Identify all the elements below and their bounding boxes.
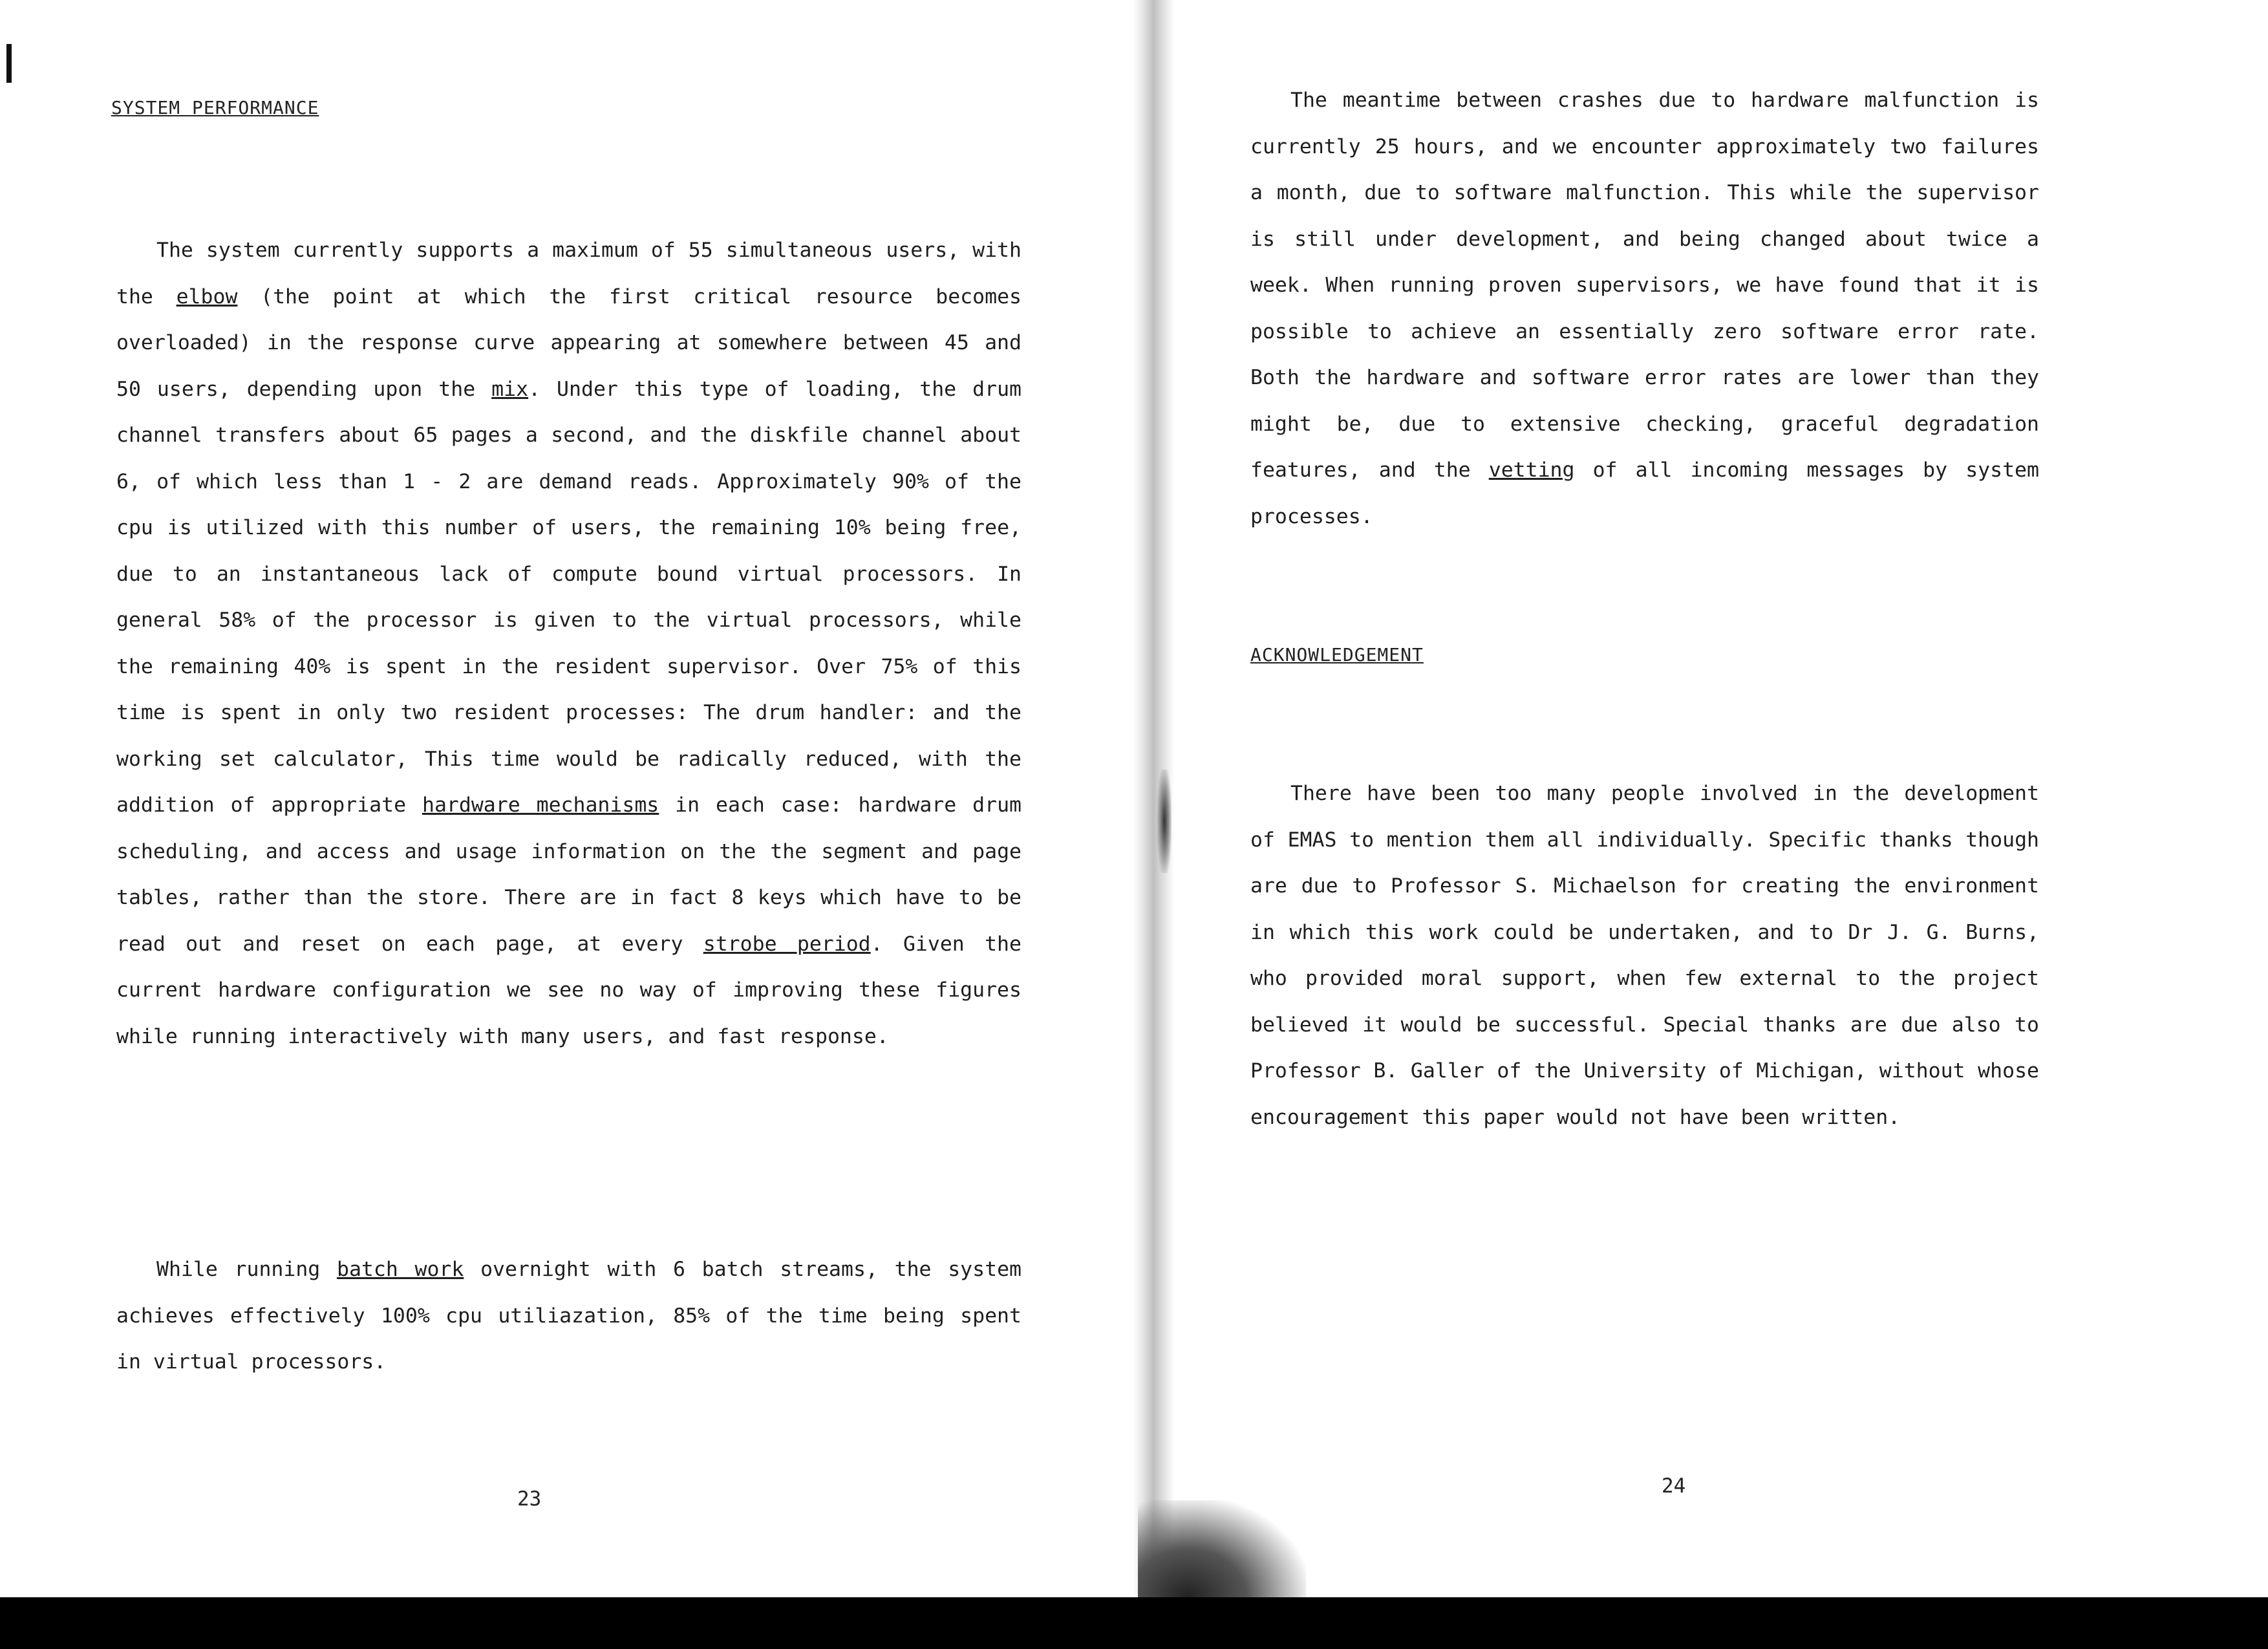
paragraph-batch-work bbox=[116, 1247, 1022, 1386]
text-run: The meantime between crashes due to hardware malfunction is currently 25 hours, and we encounter approximately two failures a month, due to software malfunction. This while the supervisor is still under development, and being changed about twice a week. When running proven supervisors, we have found that it is possible to achieve an essentially zero software error rate. Both the hardware and software error rates are lower than they might be, due to extensive checking, graceful degradation features, and the bbox=[1250, 89, 2039, 482]
page-number-23: 23 bbox=[517, 1487, 542, 1511]
text-run: . Under this type of loading, the drum channel transfers about 65 pages a second, and the diskfile channel about 6, of which less than 1 - 2 are demand reads. Approximately 90% of the cpu is utilized with this number of users, the remaining 10% being free, due to an instantaneous lack of compute bound virtual processors. In general 58% of the processor is given to the virtual processors, while the remaining 40% is spent in the resident supervisor. Over 75% of this time is spent in only two resident processes: The drum handler: and the working set calculator, This time would be radically reduced, with the addition of appropriate bbox=[116, 377, 1022, 817]
term-mix: mix bbox=[491, 377, 529, 401]
text-run: The system currently supports a maximum of 55 simultaneous users, with the bbox=[116, 239, 1022, 308]
term-strobe-period: strobe period bbox=[703, 932, 871, 956]
term-vetting: vetting bbox=[1488, 458, 1575, 482]
term-hardware-mechanisms: hardware mechanisms bbox=[422, 793, 659, 817]
scan-bottom-border bbox=[0, 1597, 2268, 1649]
paragraph-reliability bbox=[1250, 78, 2039, 540]
section-heading-acknowledgement: ACKNOWLEDGEMENT bbox=[1250, 644, 1424, 665]
paragraph-system-performance bbox=[116, 228, 1022, 1060]
paragraph-acknowledgement: There have been too many people involved in the development of EMAS to mention them all individually. Specific thanks though are due to Professor S. Michaelson for creating the environment in which this work could be undertaken, and to Dr J. G. Burns, who provided moral support, when few external to the project believed it would be successful. Special thanks are due also to Professor B. Galler of the University of Michigan, without whose encouragement this paper would not have been written. bbox=[1250, 782, 2039, 1129]
right-page bbox=[1174, 0, 2268, 1597]
section-heading-system-performance: SYSTEM PERFORMANCE bbox=[111, 97, 319, 118]
text-run: in each case: hardware drum scheduling, and access and usage information on the the segment and page tables, rather than the store. There are in fact 8 keys which have to be read out and reset on each page, at every bbox=[116, 793, 1022, 956]
scan-edge-mark bbox=[6, 44, 12, 83]
page-number-24: 24 bbox=[1662, 1474, 1686, 1498]
gutter-smudge bbox=[1157, 770, 1171, 873]
term-batch-work: batch work bbox=[336, 1258, 464, 1281]
term-elbow: elbow bbox=[176, 285, 238, 308]
text-run: While running bbox=[156, 1258, 337, 1281]
text-run: (the point at which the first critical resource becomes overloaded) in the response curve appearing at somewhere between 45 and 50 users, depending upon the bbox=[116, 285, 1022, 401]
left-page bbox=[0, 0, 1133, 1597]
text-run: of all incoming messages by system processes. bbox=[1250, 458, 2039, 528]
text-run: overnight with 6 batch streams, the system achieves effectively 100% cpu utiliazation, 85% of the time being spent in virtual processors. bbox=[116, 1258, 1022, 1374]
text-run: . Given the current hardware configuration we see no way of improving these figures while running interactively with many users, and fast response. bbox=[116, 932, 1022, 1048]
